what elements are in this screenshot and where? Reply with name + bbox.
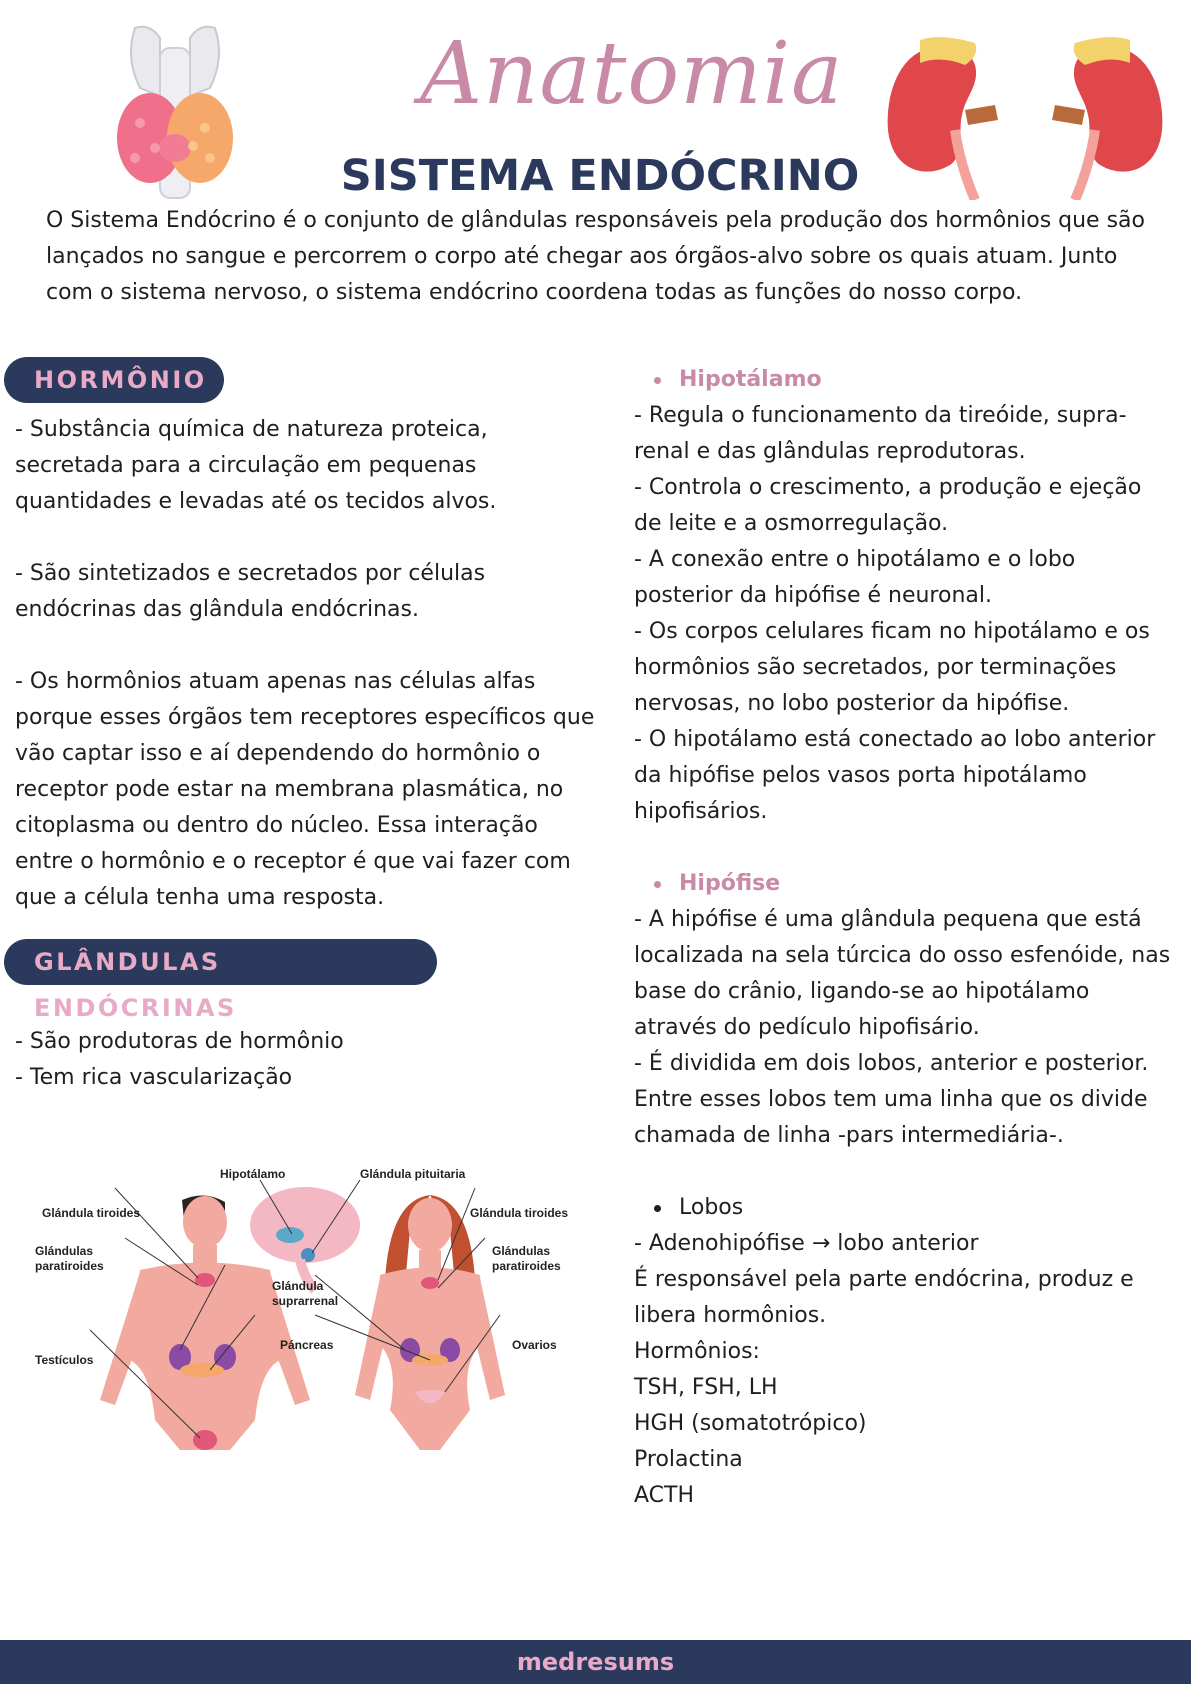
kidneys-illustration [880,35,1170,200]
intro-paragraph: O Sistema Endócrino é o conjunto de glândulas responsáveis pela produção dos hormônios que são lançados no sangue e percorrem o corpo até chegar aos órgãos-alvo sobre os quais atuam. Junto com o sistema nervoso, o sistema endócrino coordena todas as funções do nosso corpo. [46,208,1145,305]
footer-bar [0,1640,1191,1684]
glandulas-line-1: - São produtoras de hormônio [15,1029,344,1054]
hormonio-content [15,412,595,916]
hormonio-paragraph-3: - Os hormônios atuam apenas nas células alfas porque esses órgãos tem receptores específicos que vão captar isso e aí dependendo do hormônio o receptor pode estar na membrana plasmática, no citoplasma ou dentro do núcleo. Essa interação entre o hormônio e o receptor é que vai fazer com que a célula tenha uma resposta. [15,669,595,910]
hipotalamo-line: - Controla o crescimento, a produção e ejeção de leite e a osmorregulação. [634,475,1142,536]
lobos-line: TSH, FSH, LH [634,1375,778,1400]
lobos-line: Prolactina [634,1447,743,1472]
female-figure [355,1195,505,1450]
hipofise-line: - É dividida em dois lobos, anterior e posterior. Entre esses lobos tem uma linha que os divide chamada de linha -pars intermediária-. [634,1051,1149,1148]
right-column [634,362,1174,1514]
lobos-line: ACTH [634,1483,695,1508]
label-ovarios: Ovarios [512,1338,557,1352]
hormonio-paragraph-1: - Substância química de natureza proteica, secretada para a circulação em pequenas quantidades e levadas até os tecidos alvos. [15,417,497,514]
page-title: SISTEMA ENDÓCRINO [340,151,860,201]
section-pill-hormonio: HORMÔNIO [4,357,224,403]
label-testiculos: Testículos [35,1353,94,1367]
label-suprarrenal-1: Glándula [272,1279,324,1293]
lobos-heading: Lobos [634,1190,1174,1226]
hipotalamo-heading: Hipotálamo [634,362,1174,398]
hipotalamo-line: - A conexão entre o hipotálamo e o lobo posterior da hipófise é neuronal. [634,547,1076,608]
hipotalamo-line: - O hipotálamo está conectado ao lobo anterior da hipófise pelos vasos porta hipotálamo hipofisários. [634,727,1156,824]
endocrine-diagram [30,1160,590,1450]
section-pill-glandulas: GLÂNDULAS ENDÓCRINAS [4,939,437,985]
lobos-line: - Adenohipófise → lobo anterior [634,1231,979,1256]
label-paratiroides-female-1: Glándulas [492,1244,551,1258]
footer-brand-resums: resums [575,1648,675,1676]
label-hipotalamo: Hipotálamo [220,1167,286,1181]
script-title: Anatomia [420,24,844,124]
label-tiroides-female: Glándula tiroides [470,1206,569,1220]
glandulas-content [15,1024,595,1096]
label-paratiroides-female-2: paratiroides [492,1259,561,1273]
glandulas-line-2: - Tem rica vascularização [15,1065,293,1090]
hipotalamo-line: - Regula o funcionamento da tireóide, supra-renal e das glândulas reprodutoras. [634,403,1127,464]
label-paratiroides-male-1: Glándulas [35,1244,94,1258]
lobos-line: Hormônios: [634,1339,760,1364]
hipofise-heading: Hipófise [634,866,1174,902]
footer-brand-med: med [516,1648,576,1676]
label-suprarrenal-2: suprarrenal [272,1294,339,1308]
label-tiroides-male: Glándula tiroides [42,1206,141,1220]
hipotalamo-line: - Os corpos celulares ficam no hipotálamo e os hormônios são secretados, por terminações nervosas, no lobo posterior da hipófise. [634,619,1150,716]
label-pancreas: Páncreas [280,1338,334,1352]
label-paratiroides-male-2: paratiroides [35,1259,104,1273]
hormonio-paragraph-2: - São sintetizados e secretados por células endócrinas das glândula endócrinas. [15,561,486,622]
thyroid-illustration [115,18,235,203]
label-pituitaria: Glándula pituitaria [360,1167,466,1181]
hipofise-line: - A hipófise é uma glândula pequena que está localizada na sela túrcica do osso esfenóide, nas base do crânio, ligando-se ao hipotálamo através do pedículo hipofisário. [634,907,1171,1040]
lobos-line: É responsável pela parte endócrina, produz e libera hormônios. [634,1267,1134,1328]
lobos-line: HGH (somatotrópico) [634,1411,867,1436]
